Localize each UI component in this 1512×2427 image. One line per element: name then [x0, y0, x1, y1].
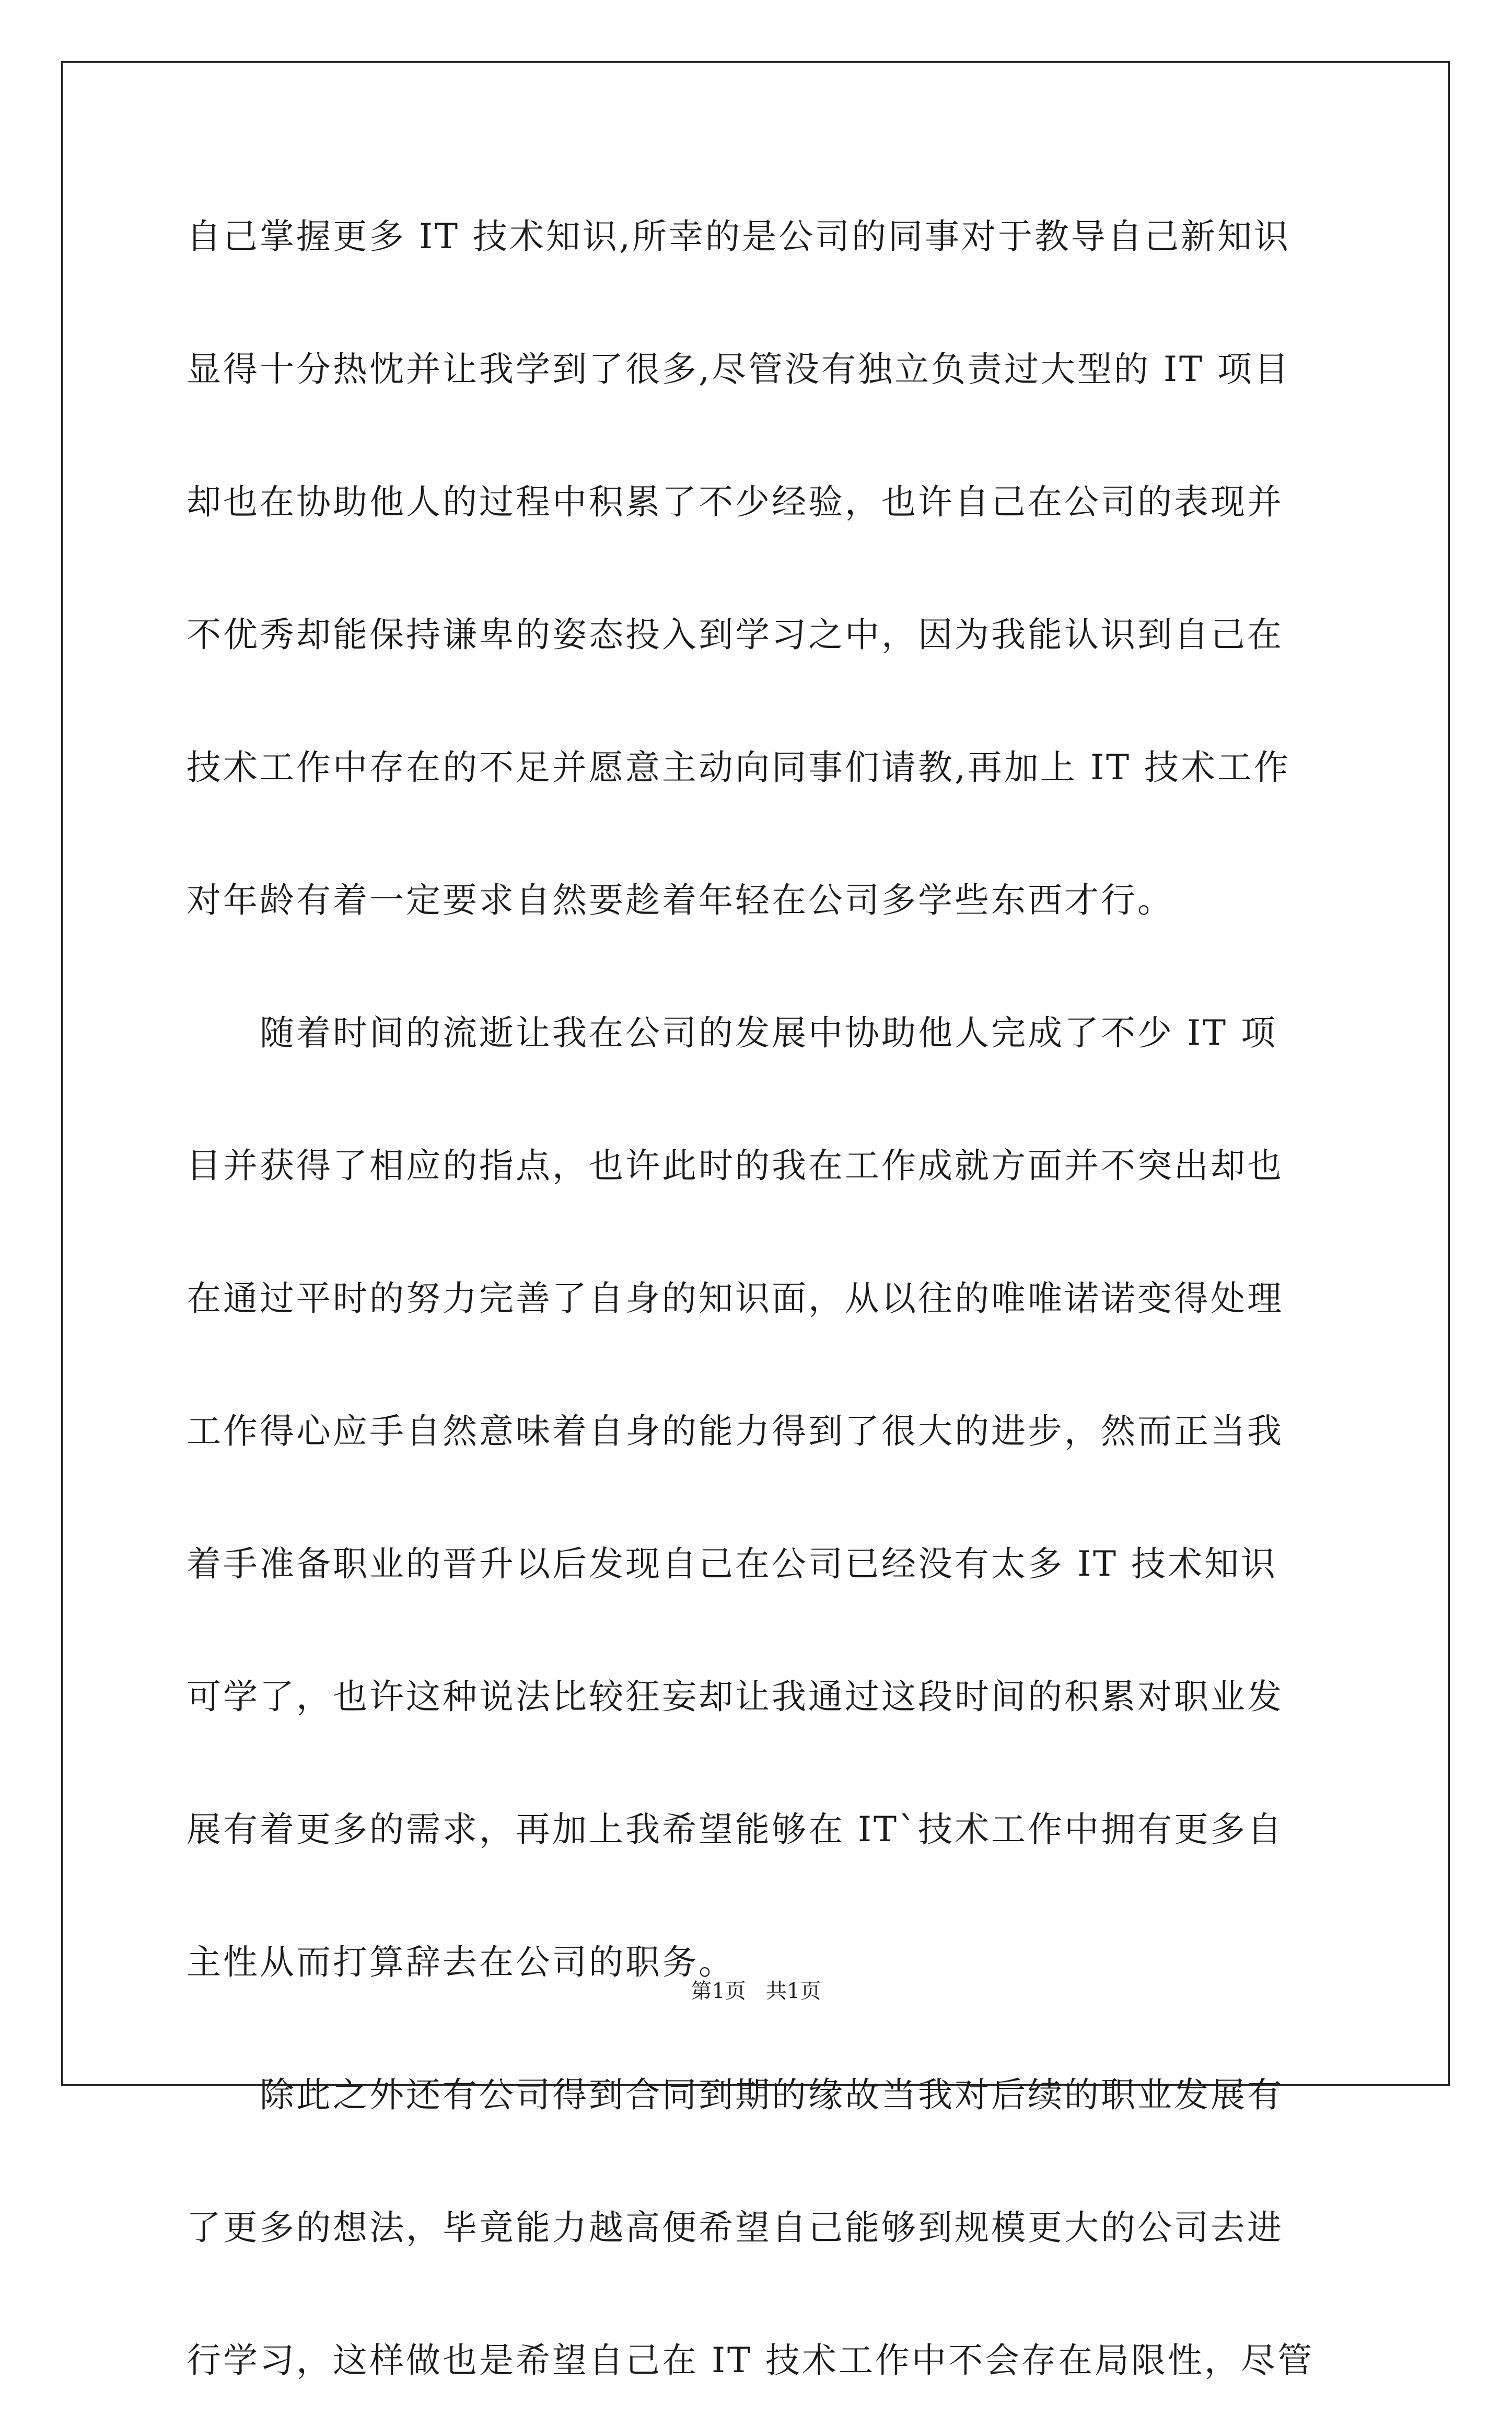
- text-line: 却也在协助他人的过程中积累了不少经验，也许自己在公司的表现并: [187, 482, 1284, 522]
- text-line: 行学习，这样做也是希望自己在 IT 技术工作中不会存在局限性，尽管: [187, 2340, 1315, 2380]
- page-footer: 第1页 共1页: [691, 1979, 821, 2003]
- text-line: 自己掌握更多 IT 技术知识,所幸的是公司的同事对于教导自己新知识: [187, 216, 1291, 257]
- text-line: 除此之外还有公司得到合同到期的缘故当我对后续的职业发展有: [187, 2075, 1284, 2115]
- document-body: [187, 170, 1336, 2427]
- text-line: 不优秀却能保持谦卑的姿态投入到学习之中，因为我能认识到自己在: [187, 615, 1284, 655]
- text-line: 展有着更多的需求，再加上我希望能够在 IT`技术工作中拥有更多自: [187, 1809, 1284, 1850]
- text-line: 技术工作中存在的不足并愿意主动向同事们请教,再加上 IT 技术工作: [187, 747, 1291, 788]
- text-line: 了更多的想法，毕竟能力越高便希望自己能够到规模更大的公司去进: [187, 2208, 1284, 2248]
- text-line: 主性从而打算辞去在公司的职务。: [187, 1942, 735, 1982]
- text-line: 随着时间的流逝让我在公司的发展中协助他人完成了不少 IT 项: [187, 1013, 1278, 1053]
- text-line: 对年龄有着一定要求自然要趁着年轻在公司多学些东西才行。: [187, 880, 1174, 920]
- text-line: 可学了，也许这种说法比较狂妄却让我通过这段时间的积累对职业发: [187, 1677, 1284, 1717]
- text-line: 着手准备职业的晋升以后发现自己在公司已经没有太多 IT 技术知识: [187, 1544, 1278, 1584]
- text-line: 显得十分热忱并让我学到了很多,尽管没有独立负责过大型的 IT 项目: [187, 349, 1291, 389]
- text-line: 在通过平时的努力完善了自身的知识面，从以往的唯唯诺诺变得处理: [187, 1278, 1284, 1319]
- text-line: 目并获得了相应的指点，也许此时的我在工作成就方面并不突出却也: [187, 1146, 1284, 1186]
- text-line: 工作得心应手自然意味着自身的能力得到了很大的进步，然而正当我: [187, 1411, 1284, 1451]
